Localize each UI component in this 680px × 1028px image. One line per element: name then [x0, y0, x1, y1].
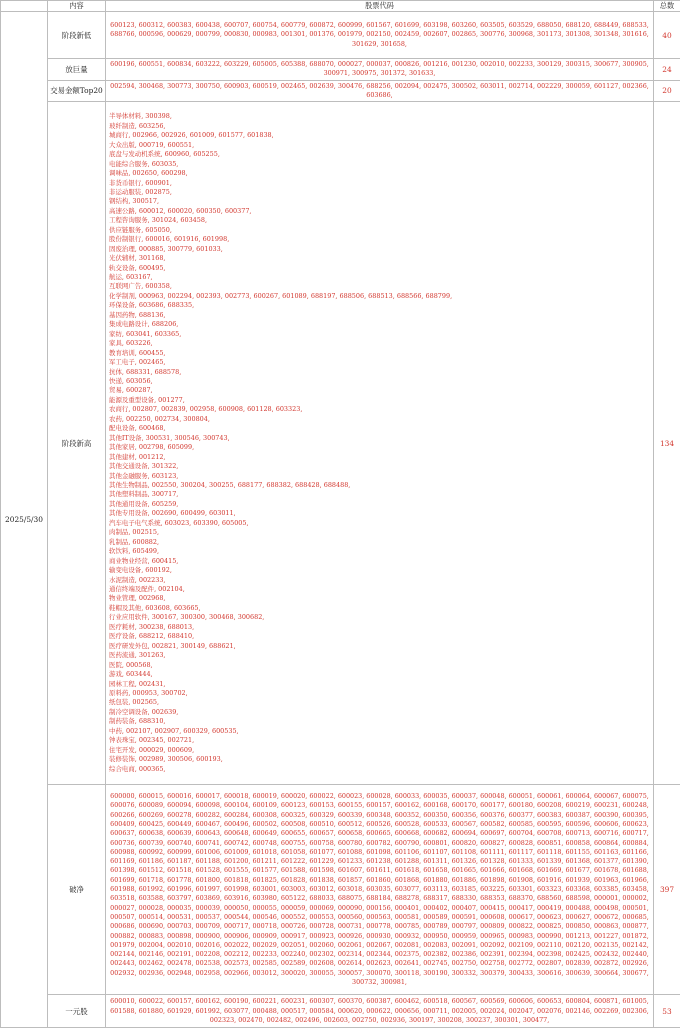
industry-line: 钟表珠宝, 002345, 002721, [109, 736, 650, 745]
industry-line: 玻纤制造, 603256, [109, 122, 650, 131]
industry-line: 大众出版, 000719, 600551, [109, 141, 650, 150]
industry-line: 军工电子, 002465, [109, 358, 650, 367]
industry-line: 制药装备, 688310, [109, 717, 650, 726]
industry-line: 电能综合服务, 603035, [109, 160, 650, 169]
industry-line: 医疗耗材, 300238, 688013, [109, 623, 650, 632]
codes-cell: 600000, 600015, 600016, 600017, 600018, 600019, 600020, 600022, 600023, 600028, 600033, 600035, 600037, 600048, 600051, 600061, 600064, 600067, 600075, 600076, 600089, 600094, 600098, 600104, 600109, 600123, 600153, 600155, 600157, 600162, 600168, 600170, 600177, 600180, 600208, 600219, 600231, 600248, 600266, 600269, 600278, 600282, 600284, 600308, 600325, 600329, 600339, 600348, 600352, 600350, 600356, 600376, 600377, 600383, 600387, 600390, 600395, 600409, 600425, 600449, 600467, 600496, 600502, 600508, 600510, 600512, 600526, 600528, 600533, 600567, 600582, 600585, 600595, 600596, 600606, 600623, 600637, 600638, 600639, 600643, 600648, 600649, 600655, 600657, 600658, 600665, 600668, 600682, 600694, 600697, 600704, 600708, 600713, 600716, 600717, 600736, 600739, 600740, 600741, 600742, 600748, 600755, 600758, 600780, 600782, 600790, 600801, 600820, 600827, 600828, 600851, 600858, 600864, 600884, 600988, 600992, 600999, 601006, 601009, 601018, 601058, 601077, 601088, 601098, 601106, 601107, 601108, 601111, 601117, 601118, 601155, 601163, 601166, 601169, 601186, 601187, 601188, 601200, 601211, 601222, 601229, 601233, 601238, 601288, 601311, 601326, 601328, 601333, 601339, 601368, 601377, 601390, 601398, 601512, 601518, 601528, 601555, 601577, 601588, 601598, 601607, 601611, 601618, 601658, 601665, 601666, 601668, 601669, 601677, 601678, 601688, 601699, 601718, 601778, 601800, 601818, 601825, 601828, 601838, 601857, 601860, 601868, 601880, 601886, 601898, 601908, 601916, 601939, 601963, 601966, 601988, 601992, 601996, 601997, 601998, 603001, 603003, 603012, 603018, 603035, 603077, 603113, 603185, 603225, 603301, 603323, 603368, 603385, 603458, 603518, 603588, 603797, 603869, 603916, 603980, 605122, 688033, 688075, 688184, 688278, 688317, 688330, 688353, 688370, 688560, 688598, 000001, 000002, 000027, 000028, 000035, 000039, 000050, 000055, 000059, 000069, 000090, 000156, 000401, 000402, 000407, 000415, 000417, 000419, 000488, 000498, 000501, 000507, 000514, 000531, 000537, 000544, 000546, 000552, 000553, 000560, 000563, 000581, 000589, 000591, 000608, 000617, 000623, 000627, 000672, 000685, 000686, 000690, 000703, 000709, 000717, 000718, 000726, 000728, 000731, 000778, 000785, 000789, 000797, 000809, 000822, 000825, 000850, 000863, 000877, 000882, 000883, 000898, 000900, 000906, 000909, 000917, 000923, 000926, 000930, 000932, 000950, 000959, 000965, 000983, 000990, 001213, 001227, 001872, 001979, 002004, 002010, 002016, 002022, 002029, 002051, 002060, 002061, 002067, 002081, 002083, 002091, 002092, 002109, 002110, 002120, 002135, 002142, 002144, 002146, 002191, 002208, 002212, 002233, 002240, 002302, 002314, 002344, 002375, 002382, 002386, 002391, 002394, 002398, 002425, 002432, 002440, 002443, 002462, 002478, 002538, 002573, 002585, 002589, 002608, 002614, 002623, 002641, 002745, 002750, 002758, 002772, 002807, 002839, 002872, 002926, 002932, 002936, 002948, 002958, 002966, 003012, 300020, 300055, 300057, 300070, 300118, 300190, 300332, 300379, 300433, 300616, 300639, 300664, 300677, 300732, 300981, [106, 785, 654, 995]
industry-line: 配电设备, 600468, [109, 424, 650, 433]
industry-line: 汽车电子电气系统, 603023, 603390, 605005, [109, 519, 650, 528]
industry-line: 行业应用软件, 300167, 300300, 300468, 300682, [109, 613, 650, 622]
total-cell: 20 [654, 80, 680, 102]
codes-cell: 600010, 600022, 600157, 600162, 600190, 600221, 600231, 600307, 600370, 600387, 600462, 600518, 600567, 600569, 600606, 600653, 600804, 600871, 601005, 601588, 601880, 601929, 601992, 603077, 000488, 000517, 000584, 000620, 000622, 000656, 000711, 002005, 002024, 002047, 002076, 002146, 002269, 002306, 002323, 002470, 002482, 002496, 002603, 002750, 002936, 300197, 300208, 300237, 300301, 300477, [106, 995, 654, 1028]
industry-line: 医院, 000568, [109, 661, 650, 670]
industry-line: 住宅开发, 000029, 000609, [109, 746, 650, 755]
industry-line: 工程咨询服务, 301024, 603458, [109, 216, 650, 225]
category-cell: 阶段新低 [48, 12, 106, 59]
table-row [1, 80, 680, 102]
industry-line: 底盘与发动机系统, 600960, 605255, [109, 150, 650, 159]
industry-line: 快递, 603056, [109, 377, 650, 386]
codes-cell: 002594, 300468, 300773, 300750, 600903, 600519, 002465, 002639, 300476, 688256, 002094, 002475, 300502, 603011, 002714, 002229, 300059, 601127, 002366, 603686, [106, 80, 654, 102]
category-cell: 交易金额Top20 [48, 80, 106, 102]
industry-line: 肉制品, 002515, [109, 528, 650, 537]
industry-line: 钢结构, 300517, [109, 197, 650, 206]
industry-line: 装修装饰, 002989, 300506, 600193, [109, 755, 650, 764]
table-row [1, 59, 680, 81]
industry-line: 乳制品, 600882, [109, 538, 650, 547]
total-cell: 397 [654, 785, 680, 995]
table-row [1, 102, 680, 785]
industry-line: 制冷空调设备, 002639, [109, 708, 650, 717]
header-date [1, 1, 48, 12]
date-cell: 2025/5/30 [1, 12, 48, 1028]
industry-line: 城商行, 002966, 002926, 601009, 601577, 601838, [109, 131, 650, 140]
industry-line: 教育培训, 600455, [109, 349, 650, 358]
industry-line: 化学制剂, 000963, 002294, 002393, 002773, 600267, 601089, 688197, 688506, 688513, 688566, 688799, [109, 292, 650, 301]
table-row [1, 12, 680, 59]
industry-line: 纸包装, 002565, [109, 698, 650, 707]
industry-line: 其他生物制品, 002550, 300204, 300255, 688177, 688382, 688428, 688488, [109, 481, 650, 490]
industry-line: 股份制银行, 600016, 601916, 601998, [109, 235, 650, 244]
category-cell: 一元股 [48, 995, 106, 1028]
industry-line: 其他专用设备, 002690, 600499, 603011, [109, 509, 650, 518]
industry-line: 抗体, 688331, 688578, [109, 368, 650, 377]
industry-line: 通信终端及配件, 002104, [109, 585, 650, 594]
total-cell: 24 [654, 59, 680, 81]
header-total: 总数 [654, 1, 680, 12]
industry-line: 集成电路设计, 688206, [109, 320, 650, 329]
category-cell: 阶段新高 [48, 102, 106, 785]
industry-line: 游戏, 603444, [109, 670, 650, 679]
industry-line: 固废治理, 000885, 300779, 601033, [109, 245, 650, 254]
industry-line: 物业管理, 002968, [109, 594, 650, 603]
industry-line: 医疗研发外包, 002821, 300149, 688621, [109, 642, 650, 651]
industry-line: 医疗设备, 688212, 688410, [109, 632, 650, 641]
industry-line: 医药流通, 301263, [109, 651, 650, 660]
industry-line: 非货币银行, 600901, [109, 179, 650, 188]
total-cell: 53 [654, 995, 680, 1028]
industry-line: 综合电商, 000365, [109, 765, 650, 774]
industry-line: 其他金融服务, 603123, [109, 472, 650, 481]
industry-line: 输变电设备, 600192, [109, 566, 650, 575]
category-cell: 放巨量 [48, 59, 106, 81]
industry-line: 中药, 002107, 002907, 600329, 600535, [109, 727, 650, 736]
codes-cell: 600123, 600312, 600383, 600438, 600707, 600754, 600779, 600872, 600999, 601567, 601699, 603198, 603260, 603505, 603529, 688050, 688120, 688449, 688533, 688766, 000596, 000629, 000799, 000830, 000983, 001301, 001376, 001979, 002150, 002459, 002607, 002865, 300776, 300968, 301173, 301308, 301348, 301616, 301629, 301658, [106, 12, 654, 59]
industry-line: 商业物业经营, 600415, [109, 557, 650, 566]
industry-line: 其他交通设备, 301322, [109, 462, 650, 471]
table-row [1, 995, 680, 1028]
industry-line: 调味品, 002650, 600298, [109, 169, 650, 178]
industry-line: 鞋帽及其他, 603608, 603665, [109, 604, 650, 613]
industry-line: 其他家居, 002798, 605099, [109, 443, 650, 452]
industry-line: 农药, 002250, 002734, 300804, [109, 415, 650, 424]
industry-line: 基因药物, 688136, [109, 311, 650, 320]
header-codes: 股票代码 [106, 1, 654, 12]
industry-line: 家具, 603226, [109, 339, 650, 348]
industry-list [109, 112, 650, 774]
total-cell: 134 [654, 102, 680, 785]
industry-line: 高速公路, 600012, 600020, 600350, 600377, [109, 207, 650, 216]
industry-line: 农商行, 002807, 002839, 002958, 600908, 601128, 603323, [109, 405, 650, 414]
industry-line: 供应链服务, 605050, [109, 226, 650, 235]
industry-line: 环保设备, 603686, 688335, [109, 301, 650, 310]
industry-line: 贸易, 600287, [109, 386, 650, 395]
header-content: 内容 [48, 1, 106, 12]
industry-line: 轨交设备, 600495, [109, 264, 650, 273]
table-row [1, 785, 680, 995]
category-cell: 破净 [48, 785, 106, 995]
industry-line: 互联网广告, 600358, [109, 282, 650, 291]
industry-line: 其他塑料制品, 300717, [109, 490, 650, 499]
industry-line: 光伏辅材, 301168, [109, 254, 650, 263]
codes-cell: 600196, 600551, 600834, 603222, 603229, 605005, 605388, 688070, 000027, 000037, 000826, 001216, 001230, 002010, 002233, 300129, 300315, 300677, 300905, 300971, 300975, 301372, 301633, [106, 59, 654, 81]
industry-line: 园林工程, 002431, [109, 680, 650, 689]
industry-line: 软饮料, 605499, [109, 547, 650, 556]
industry-line: 航运, 603167, [109, 273, 650, 282]
industry-line: 原料药, 000953, 300702, [109, 689, 650, 698]
industry-line: 半导体材料, 300398, [109, 112, 650, 121]
industry-line: 家纺, 603041, 603365, [109, 330, 650, 339]
industry-line: 其他建材, 001212, [109, 453, 650, 462]
industry-line: 能源及重型设备, 001277, [109, 396, 650, 405]
industry-line: 其他IT设备, 300531, 300546, 300743, [109, 434, 650, 443]
total-cell: 40 [654, 12, 680, 59]
industry-line: 水泥制造, 002233, [109, 576, 650, 585]
codes-cell [106, 102, 654, 785]
industry-line: 非运动服装, 002875, [109, 188, 650, 197]
header-row [1, 1, 680, 12]
industry-line: 其他通用设备, 605259, [109, 500, 650, 509]
